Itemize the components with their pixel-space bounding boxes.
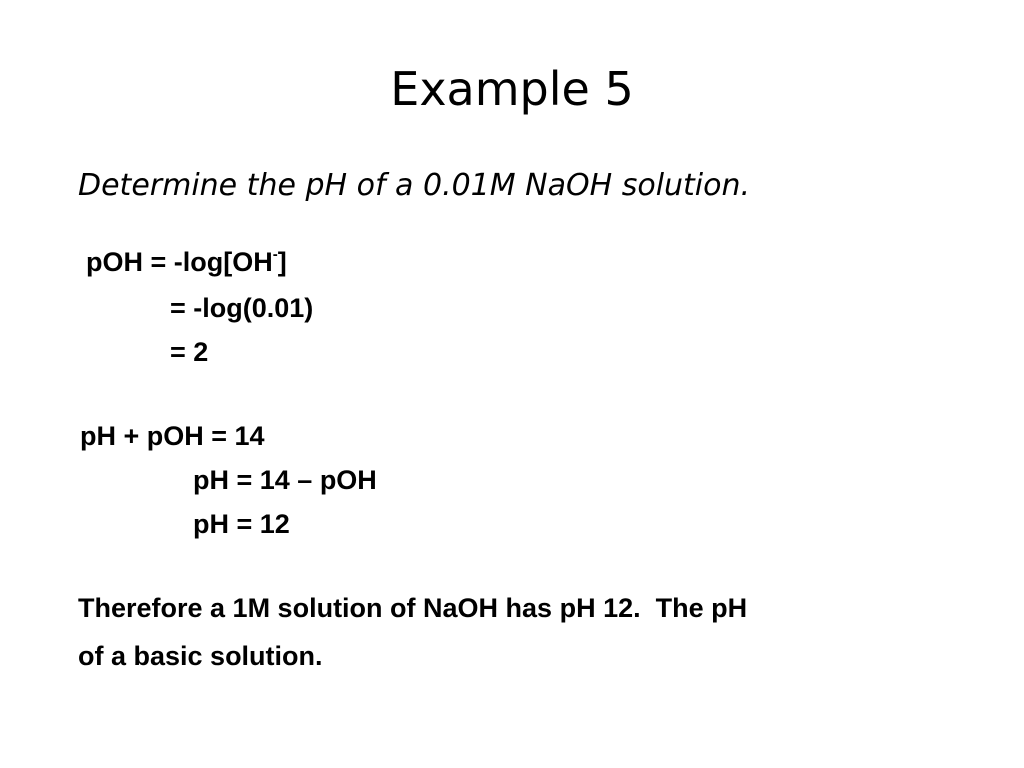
problem-statement: Determine the pH of a 0.01M NaOH solution.: [78, 168, 751, 203]
ph-equation-line-2: pH = 14 – pOH: [193, 465, 377, 495]
slide-title: Example 5: [390, 62, 634, 116]
poh-equation-line-3: = 2: [170, 337, 209, 367]
poh-line-1-text: pOH = -log[OH: [86, 247, 273, 277]
hydroxide-charge-superscript: -: [272, 246, 278, 263]
ph-equation-line-1: pH + pOH = 14: [80, 421, 265, 451]
conclusion-text: Therefore a 1M solution of NaOH has pH 12. The pH of a basic solution.: [78, 593, 748, 671]
poh-equation-line-2: = -log(0.01): [170, 293, 314, 323]
poh-equation-line-1: [86, 246, 287, 278]
ph-equation-line-3: pH = 12: [193, 509, 290, 539]
poh-line-1-closing: ]: [277, 247, 287, 277]
